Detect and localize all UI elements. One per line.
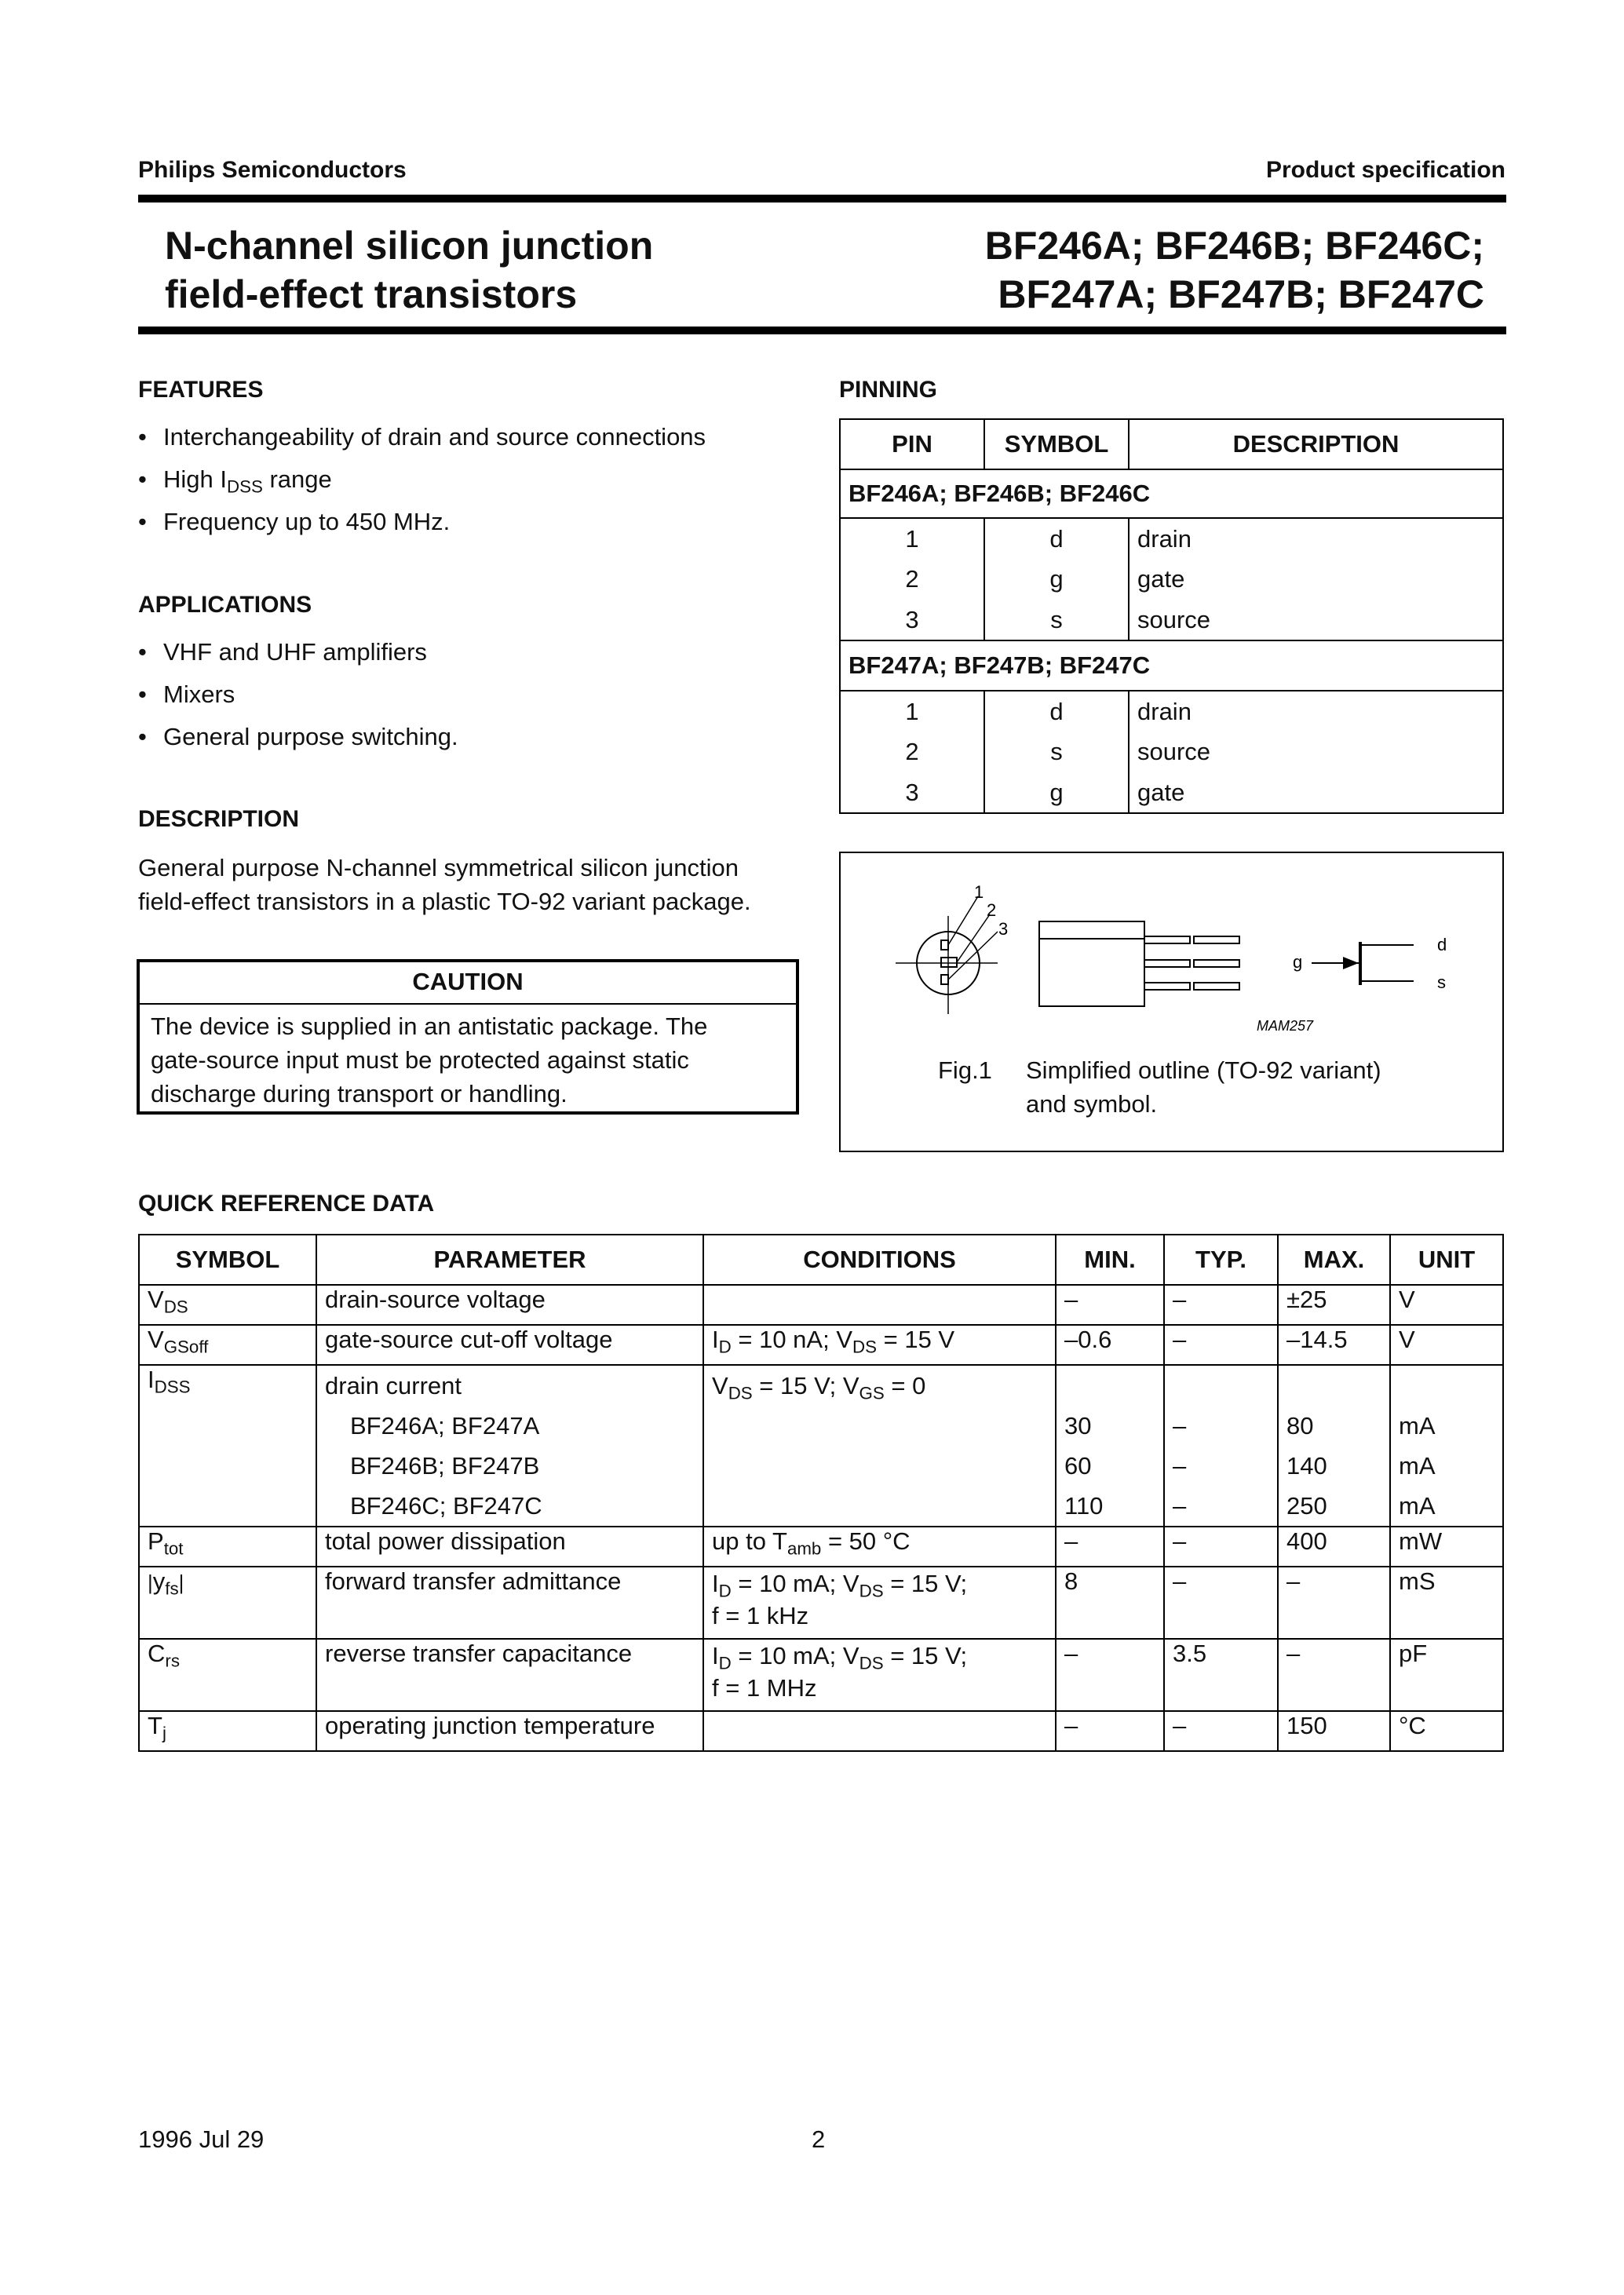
- list-item: • General purpose switching.: [138, 716, 458, 758]
- list-item: • Frequency up to 450 MHz.: [138, 501, 706, 543]
- col-unit: UNIT: [1390, 1235, 1503, 1285]
- col-description: DESCRIPTION: [1129, 419, 1503, 469]
- table-row: $|y_{fs}|$ forward transfer admittance $I_D = 10$ mA; $V_{DS} = 15$ V; f = 1 kHz 8 – – mS: [139, 1567, 1503, 1639]
- col-symbol: SYMBOL: [984, 419, 1129, 469]
- list-item: • Mixers: [138, 673, 458, 716]
- caution-box: [137, 959, 799, 1115]
- table-row: $P_{tot}$ total power dissipation up to $T_{amb} = 50$ °C – – 400 mW: [139, 1527, 1503, 1567]
- col-pin: PIN: [840, 419, 984, 469]
- features-heading: FEATURES: [138, 377, 264, 403]
- footer-date: 1996 Jul 29: [138, 2125, 265, 2153]
- figure-code: MAM257: [1257, 1018, 1314, 1034]
- table-row: $I_{DSS}$ drain current BF246A; BF247A BF246B; BF247B BF246C; BF247C $V_{DS} = 15$ V; $V_{GS} = 0$ 30 60 110 – – – 80 140 250 mA mA mA: [139, 1365, 1503, 1527]
- table-row: 2 g gate: [840, 559, 1503, 600]
- list-item: • High $I_{DSS}$ range: [138, 458, 706, 501]
- col-parameter: PARAMETER: [316, 1235, 703, 1285]
- symbol-g: g: [1293, 952, 1303, 972]
- pinning-heading: PINNING: [839, 377, 938, 403]
- group-bf246: BF246A; BF246B; BF246C: [840, 469, 1503, 518]
- table-row: $C_{rs}$ reverse transfer capacitance $I_D = 10$ mA; $V_{DS} = 15$ V; f = 1 MHz – 3.5 – pF: [139, 1639, 1503, 1711]
- group-bf247: BF247A; BF247B; BF247C: [840, 640, 1503, 691]
- col-symbol: SYMBOL: [139, 1235, 316, 1285]
- top-rule: [138, 195, 1506, 202]
- pin-label-2: 2: [987, 900, 997, 920]
- symbol-s: s: [1437, 972, 1446, 992]
- caution-title: CAUTION: [140, 962, 796, 1005]
- table-row: 3 g gate: [840, 772, 1503, 813]
- title-rule: [138, 327, 1506, 334]
- features-list: [138, 416, 706, 543]
- page-number: 2: [812, 2125, 826, 2153]
- list-item: • Interchangeability of drain and source connections: [138, 416, 706, 458]
- caution-text: The device is supplied in an antistatic package. The gate-source input must be protected against static discharge during transport or handling.: [151, 1012, 708, 1107]
- applications-list: [138, 631, 458, 758]
- doc-title: N-channel silicon junction field-effect transistors: [165, 224, 654, 316]
- company-name: Philips Semiconductors: [138, 157, 407, 183]
- table-row: 2 s source: [840, 732, 1503, 772]
- qrd-heading: QUICK REFERENCE DATA: [138, 1191, 435, 1217]
- figure-box: [839, 852, 1504, 1152]
- table-row: 3 s source: [840, 600, 1503, 640]
- table-row: 1 d drain: [840, 518, 1503, 559]
- table-row: $T_j$ operating junction temperature – – 150 °C: [139, 1711, 1503, 1751]
- part-numbers: BF246A; BF246B; BF246C; BF247A; BF247B; BF247C: [984, 224, 1484, 316]
- table-row: 1 d drain: [840, 691, 1503, 732]
- col-min: MIN.: [1056, 1235, 1164, 1285]
- pin-label-3: 3: [998, 919, 1009, 939]
- col-conditions: CONDITIONS: [703, 1235, 1056, 1285]
- pin-label-1: 1: [974, 882, 984, 902]
- table-row: $V_{GSoff}$ gate-source cut-off voltage $I_D = 10$ nA; $V_{DS} = 15$ V –0.6 – –14.5 V: [139, 1325, 1503, 1365]
- symbol-d: d: [1437, 935, 1447, 954]
- col-max: MAX.: [1278, 1235, 1390, 1285]
- table-row: $V_{DS}$ drain-source voltage – – ±25 V: [139, 1285, 1503, 1325]
- description-text: General purpose N-channel symmetrical silicon junction field-effect transistors in a plastic TO-92 variant package.: [138, 854, 751, 915]
- quick-reference-table: [138, 1234, 1504, 1752]
- doc-type: Product specification: [1265, 157, 1505, 183]
- description-heading: DESCRIPTION: [138, 806, 300, 832]
- list-item: • VHF and UHF amplifiers: [138, 631, 458, 673]
- pinning-table: [839, 418, 1504, 814]
- applications-heading: APPLICATIONS: [138, 592, 312, 618]
- figure-caption: Fig.1 Simplified outline (TO-92 variant) and symbol.: [938, 1056, 1381, 1118]
- col-typ: TYP.: [1164, 1235, 1278, 1285]
